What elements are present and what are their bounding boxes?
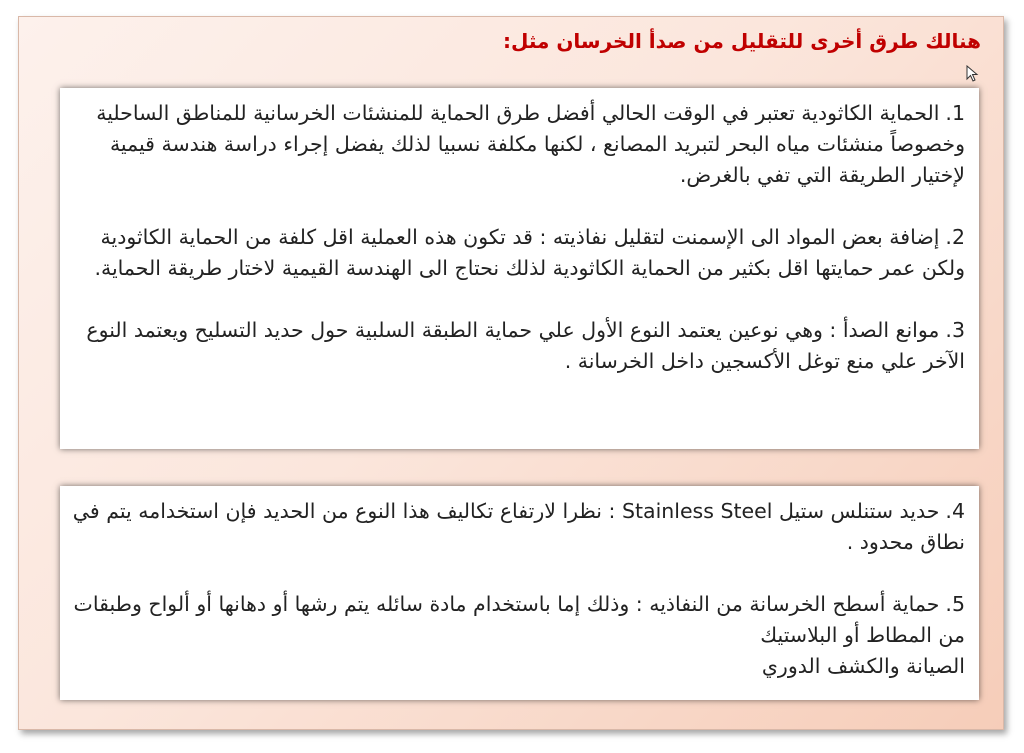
content-box-2 xyxy=(60,486,979,700)
item-text: حماية أسطح الخرسانة من النفاذيه : وذلك إما باستخدام مادة سائله يتم رشها أو دهانها أو ألواح وطبقات من المطاط أو البلاستيك xyxy=(73,592,965,647)
list-item-4 xyxy=(70,496,965,558)
list-item-2 xyxy=(70,222,965,284)
mouse-pointer-icon xyxy=(966,65,980,83)
list-item-3 xyxy=(70,315,965,377)
slide-title: هنالك طرق أخرى للتقليل من صدأ الخرسان مثل: xyxy=(502,29,981,53)
item-number: 4. xyxy=(945,499,965,523)
item-number: 2. xyxy=(945,225,965,249)
item-text: موانع الصدأ : وهي نوعين يعتمد النوع الأول علي حماية الطبقة السلبية حول حديد التسليح ويعتمد النوع الآخر علي منع توغل الأكسجين داخل الخرسانة . xyxy=(86,318,965,373)
list-item-5-extra: الصيانة والكشف الدوري xyxy=(761,654,965,678)
content-box-1 xyxy=(60,88,979,449)
list-item-5 xyxy=(70,589,965,651)
list-item-1 xyxy=(70,98,965,191)
item-text: الحماية الكاثودية تعتبر في الوقت الحالي أفضل طرق الحماية للمنشئات الخرسانية للمناطق الساحلية وخصوصاً منشئات مياه البحر لتبريد المصانع ، لكنها مكلفة نسبيا لذلك يفضل إجراء دراسة هندسة قيمية لإختيار الطريقة التي تفي بالغرض. xyxy=(96,101,965,187)
item-text: حديد ستنلس ستيل Stainless Steel : نظرا لارتفاع تكاليف هذا النوع من الحديد فإن استخدامه يتم في نطاق محدود . xyxy=(72,499,965,554)
item-text: إضافة بعض المواد الى الإسمنت لتقليل نفاذيته : قد تكون هذه العملية اقل كلفة من الحماية الكاثودية ولكن عمر حمايتها اقل بكثير من الحماية الكاثودية لذلك نحتاج الى الهندسة القيمية لاختار طريقة الحماية. xyxy=(94,225,965,280)
item-number: 3. xyxy=(945,318,965,342)
item-number: 1. xyxy=(945,101,965,125)
item-number: 5. xyxy=(945,592,965,616)
slide xyxy=(18,16,1004,730)
